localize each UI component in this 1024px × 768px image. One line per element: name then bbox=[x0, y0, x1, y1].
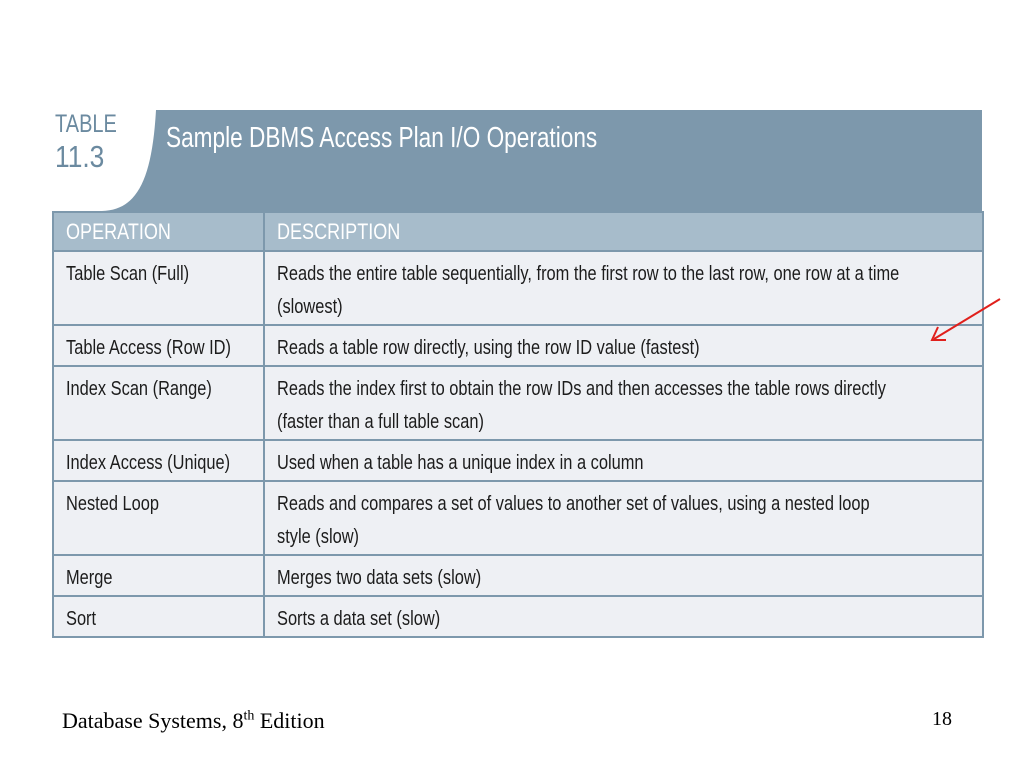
description-line: Sorts a data set (slow) bbox=[277, 608, 441, 630]
operation-cell bbox=[53, 555, 264, 596]
description-line: Reads the index first to obtain the row IDs and then accesses the table rows directly bbox=[277, 378, 886, 400]
description-cell bbox=[264, 481, 983, 555]
description-line: Merges two data sets (slow) bbox=[277, 567, 482, 589]
description-cell bbox=[264, 596, 983, 637]
operation-cell bbox=[53, 596, 264, 637]
table-row bbox=[53, 325, 983, 366]
description-line: Reads and compares a set of values to another set of values, using a nested loop bbox=[277, 493, 870, 515]
footer-edition-text: Edition bbox=[254, 708, 325, 733]
table-row bbox=[53, 481, 983, 555]
operation-cell bbox=[53, 481, 264, 555]
table-row bbox=[53, 251, 983, 325]
access-plan-table bbox=[52, 211, 984, 638]
table-row bbox=[53, 440, 983, 481]
operation-name: Sort bbox=[66, 608, 97, 630]
operation-name: Table Scan (Full) bbox=[66, 263, 190, 285]
footer-superscript: th bbox=[243, 708, 255, 724]
table-number-label bbox=[55, 112, 132, 172]
description-line: Reads a table row directly, using the row ID value (fastest) bbox=[277, 337, 700, 359]
table-row bbox=[53, 366, 983, 440]
operation-name: Nested Loop bbox=[66, 493, 160, 515]
operation-name: Merge bbox=[66, 567, 113, 589]
table-banner bbox=[52, 110, 982, 211]
operation-name: Table Access (Row ID) bbox=[66, 337, 231, 359]
description-cell bbox=[264, 251, 983, 325]
table-title: Sample DBMS Access Plan I/O Operations bbox=[166, 122, 598, 154]
footer-book-title bbox=[62, 708, 325, 734]
column-header-description bbox=[264, 212, 983, 251]
description-line: Used when a table has a unique index in a column bbox=[277, 452, 644, 474]
operation-cell bbox=[53, 440, 264, 481]
table-row bbox=[53, 555, 983, 596]
description-line: style (slow) bbox=[277, 526, 360, 548]
arrow-icon bbox=[924, 296, 1004, 346]
operation-name: Index Scan (Range) bbox=[66, 378, 212, 400]
description-line: (slowest) bbox=[277, 296, 343, 318]
column-header-operation-label: OPERATION bbox=[66, 218, 171, 244]
table-figure bbox=[52, 110, 982, 630]
table-header-row bbox=[53, 212, 983, 251]
column-header-description-label: DESCRIPTION bbox=[277, 218, 401, 244]
column-header-operation bbox=[53, 212, 264, 251]
page-number: 18 bbox=[932, 708, 952, 730]
description-cell bbox=[264, 555, 983, 596]
operation-cell bbox=[53, 325, 264, 366]
operation-cell bbox=[53, 251, 264, 325]
operation-cell bbox=[53, 366, 264, 440]
description-cell bbox=[264, 366, 983, 440]
footer-title-text: Database Systems, 8 bbox=[62, 708, 244, 733]
table-row bbox=[53, 596, 983, 637]
operation-name: Index Access (Unique) bbox=[66, 452, 231, 474]
description-cell bbox=[264, 440, 983, 481]
table-label-number: 11.3 bbox=[55, 139, 105, 174]
description-line: (faster than a full table scan) bbox=[277, 411, 484, 433]
description-line: Reads the entire table sequentially, from the first row to the last row, one row at a time bbox=[277, 263, 900, 285]
description-cell bbox=[264, 325, 983, 366]
table-label-word: TABLE bbox=[55, 110, 117, 138]
